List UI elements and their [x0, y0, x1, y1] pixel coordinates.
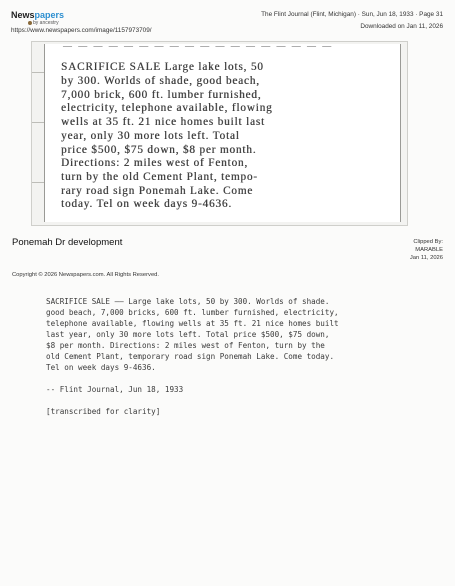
logo-wordmark-papers: papers: [34, 10, 65, 20]
transcript-line: SACRIFICE SALE —— Large lake lots, 50 by 300. Worlds of shade.: [46, 297, 330, 306]
clipping-line: today. Tel on week days 9-4636.: [61, 198, 232, 210]
transcript-line: last year, only 30 more lots left. Total price $500, $75 down,: [46, 330, 330, 339]
clipping-line: price $500, $75 down, $8 per month.: [61, 144, 257, 156]
copyright-notice: Copyright © 2026 Newspapers.com. All Rights Reserved.: [12, 272, 160, 278]
clipping-cut-line: — — — — — — — — — — — — — — — — — —: [63, 41, 334, 51]
transcript-line: Tel on week days 9-4636.: [46, 363, 156, 372]
transcript-citation: -- Flint Journal, Jun 18, 1933: [46, 385, 184, 394]
clipped-by-label: Clipped By:: [413, 239, 443, 245]
logo-wordmark-news: News: [11, 10, 35, 20]
transcript-note: [transcribed for clarity]: [46, 407, 161, 416]
clipped-by-user[interactable]: MARABLE: [415, 247, 443, 253]
clipping-line: year, only 30 more lots left. Total: [61, 130, 240, 142]
logo-subline: [28, 20, 59, 26]
source-url[interactable]: https://www.newspapers.com/image/1157973709/: [11, 27, 152, 34]
transcription: [46, 296, 446, 417]
newspaper-clipping-image: [31, 41, 408, 226]
clipping-line: Directions: 2 miles west of Fenton,: [61, 157, 248, 169]
ancestry-leaf-icon: [28, 21, 32, 25]
scan-edge-mark: [32, 122, 44, 123]
scan-edge-mark: [32, 182, 44, 183]
clipping-line: wells at 35 ft. 21 nice homes built last: [61, 116, 265, 128]
transcript-line: good beach, 7,000 bricks, 600 ft. lumber furnished, electricity,: [46, 308, 339, 317]
logo-subline-text: by ancestry: [33, 20, 59, 26]
clipping-line: electricity, telephone available, flowing: [61, 102, 273, 114]
clipping-column: [44, 41, 401, 222]
clipping-line: SACRIFICE SALE Large lake lots, 50: [61, 61, 264, 73]
transcript-spacer: [46, 373, 446, 384]
clipping-title: Ponemah Dr development: [12, 237, 123, 248]
clipping-line: turn by the old Cement Plant, tempo-: [61, 171, 258, 183]
transcript-line: telephone available, flowing wells at 35 ft. 21 nice homes built: [46, 319, 339, 328]
transcript-line: old Cement Plant, temporary road sign Ponemah Lake. Come today.: [46, 352, 335, 361]
transcript-spacer: [46, 395, 446, 406]
download-date: Downloaded on Jan 11, 2026: [360, 23, 443, 30]
source-title: The Flint Journal (Flint, Michigan) · Sun, Jun 18, 1933 · Page 31: [261, 11, 443, 18]
transcript-line: $8 per month. Directions: 2 miles west of Fenton, turn by the: [46, 341, 325, 350]
clipping-line: rary road sign Ponemah Lake. Come: [61, 185, 254, 197]
clipped-date: Jan 11, 2026: [409, 255, 443, 261]
clipping-line: 7,000 brick, 600 ft. lumber furnished,: [61, 89, 262, 101]
clipping-line: by 300. Worlds of shade, good beach,: [61, 75, 260, 87]
logo-wordmark: [11, 10, 64, 20]
scan-edge-mark: [32, 72, 44, 73]
clipped-by-info: [410, 238, 443, 262]
